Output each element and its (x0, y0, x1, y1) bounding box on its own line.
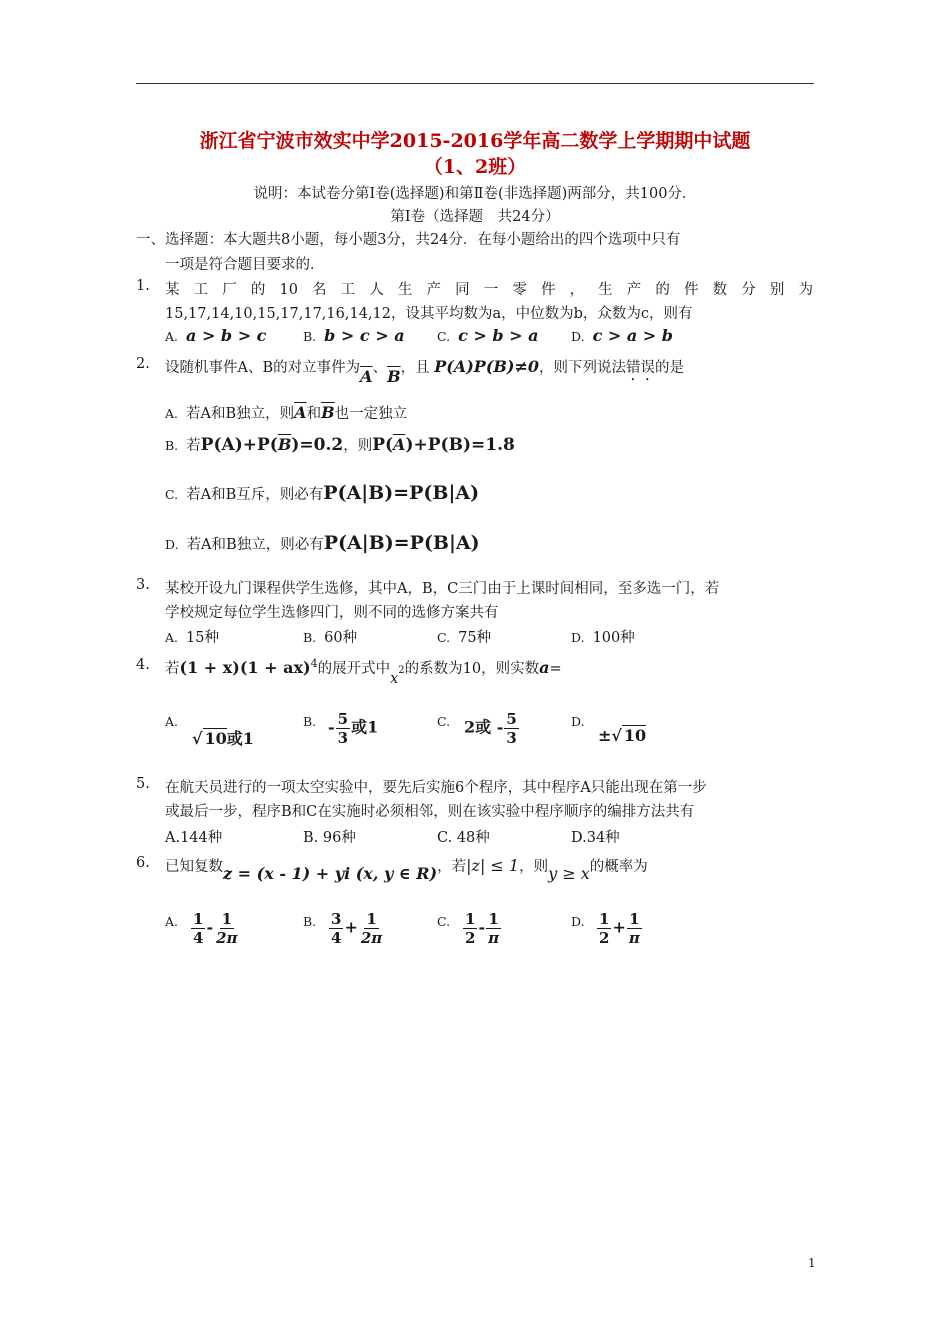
question-number: 2. (136, 356, 150, 372)
question-number: 3. (136, 577, 150, 593)
q4-option-a: A. (165, 714, 179, 729)
header-rule (136, 83, 814, 84)
question-number: 1. (136, 278, 150, 294)
section-heading-line2: 一项是符合题目要求的． (165, 257, 325, 273)
q6-option-d: D. (571, 914, 585, 929)
q6-option-d-expr: $\frac{1}{2}$ + $\frac{1}{\pi}$ (599, 910, 640, 947)
q6-option-a: A. (165, 914, 179, 929)
q4-stem: 若(1 + x)(1 + ax)$^4$的展开式中x2的系数为10，则实数a= (165, 657, 562, 687)
q5-stem-line2: 或最后一步，程序B和C在实施时必须相邻，则在该实验中程序顺序的编排方法共有 (165, 804, 695, 820)
q6-option-c: C. (437, 914, 451, 929)
q1-option-b: B. b > c > a (303, 326, 405, 345)
page-number: 1 (808, 1256, 816, 1270)
q4-option-b-expr: - $\frac{5}{3}$ 或1 (328, 710, 379, 747)
q5-option-c: C. 48种 (437, 830, 490, 846)
part-heading: 第Ⅰ卷（选择题 共24分） (390, 209, 560, 225)
q5-stem-line1: 在航天员进行的一项太空实验中，要先后实施6个程序，其中程序A只能出现在第一步 (165, 780, 707, 796)
q3-option-a: A. 15种 (165, 630, 219, 646)
q4-option-d: D. (571, 714, 585, 729)
q3-stem-line1: 某校开设九门课程供学生选修，其中A，B，C三门由于上课时间相同，至多选一门，若 (165, 581, 720, 597)
q1-stem-line1: 某工厂的10名工人生产同一零件，生产的件数分别为 (165, 282, 813, 298)
exam-note: 说明：本试卷分第Ⅰ卷(选择题)和第Ⅱ卷(非选择题)两部分，共100分． (253, 186, 697, 202)
q4-option-b: B. (303, 714, 317, 729)
q6-option-b-expr: $\frac{3}{4}$ + $\frac{1}{2\pi}$ (331, 910, 383, 947)
q1-stem-line2: 15,17,14,10,15,17,17,16,14,12，设其平均数为a，中位数为b，众数为c，则有 (165, 306, 693, 322)
q2-option-c: C. 若A和B互斥，则必有P(A|B)=P(B|A) (165, 482, 480, 504)
q4-option-c-expr: 2或 - $\frac{5}{3}$ (464, 710, 517, 747)
q5-option-b: B. 96种 (303, 830, 356, 846)
q3-option-d: D. 100种 (571, 630, 635, 646)
q4-option-c: C. (437, 714, 451, 729)
question-number: 4. (136, 657, 150, 673)
q2-option-b: B. 若$P(A)+P(\overline{B})=0.2$，则$P(\overline{A})+P(B)=1.8$ (165, 435, 515, 455)
emphasis-wrong: 错误 (626, 360, 656, 376)
q6-option-a-expr: $\frac{1}{4}$ - $\frac{1}{2\pi}$ (193, 910, 238, 947)
section-heading-line1: 一、选择题：本大题共8小题，每小题3分，共24分．在每小题给出的四个选项中只有 (136, 232, 681, 248)
q2-stem: 设随机事件A、B的对立事件为$\overline{A}$、$\overline{B}$，且 P(A)P(B)≠0，则下列说法错误的是 (165, 357, 685, 386)
q3-option-b: B. 60种 (303, 630, 358, 646)
q2-option-a: A. 若A和B独立，则$\overline{A}$和$\overline{B}$也一定独立 (165, 403, 408, 422)
q3-option-c: C. 75种 (437, 630, 492, 646)
q5-option-d: D.34种 (571, 830, 620, 846)
q2-option-d: D. 若A和B独立，则必有P(A|B)=P(B|A) (165, 532, 480, 554)
q6-option-c-expr: $\frac{1}{2}$ - $\frac{1}{\pi}$ (465, 910, 500, 947)
q1-option-a: A. a > b > c (165, 326, 267, 345)
question-number: 6. (136, 855, 150, 871)
page-title: 浙江省宁波市效实中学2015-2016学年高二数学上学期期中试题 (199, 130, 751, 152)
question-number: 5. (136, 776, 150, 792)
q3-stem-line2: 学校规定每位学生选修四门，则不同的选修方案共有 (165, 605, 499, 621)
q4-option-d-expr: ±√ 10 (598, 726, 647, 745)
q6-option-b: B. (303, 914, 317, 929)
page-subtitle: （1、2班） (423, 156, 527, 178)
q1-option-d: D. c > a > b (571, 326, 673, 345)
q5-option-a: A.144种 (165, 830, 223, 846)
q4-option-a-expr: √ 10或1 (192, 729, 254, 748)
q6-stem: 已知复数z = (x - 1) + yi (x, y ∈ R)，若|z| ≤ 1，则y ≥ x的概率为 (165, 856, 648, 883)
q1-option-c: C. c > b > a (437, 326, 539, 345)
